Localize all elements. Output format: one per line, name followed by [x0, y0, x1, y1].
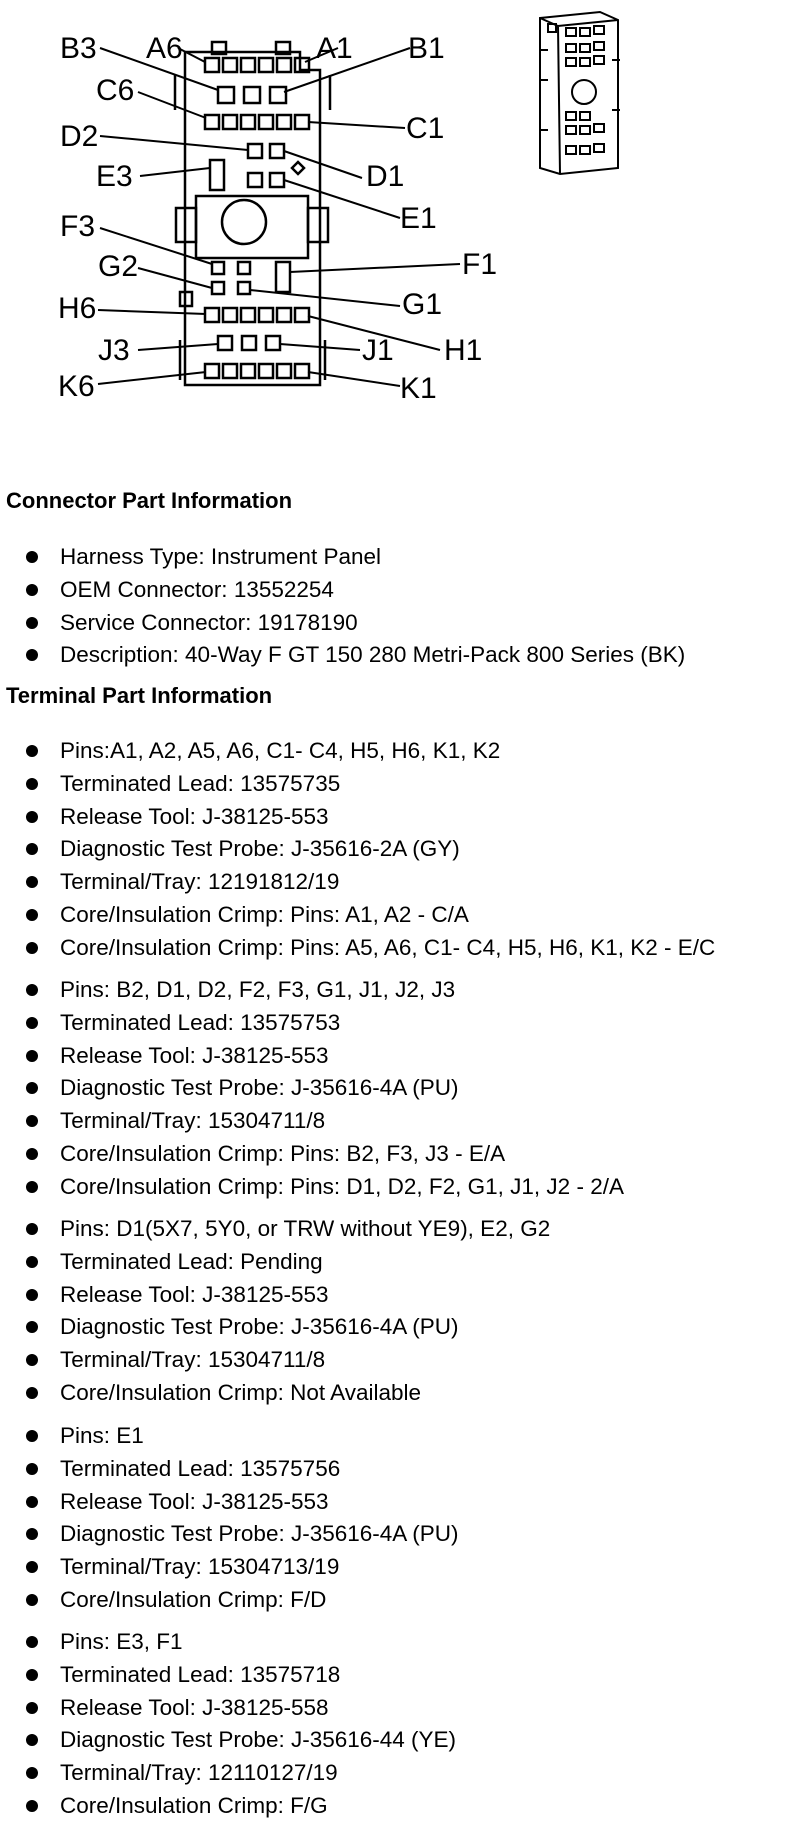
- bullet-icon: [26, 1561, 38, 1573]
- list-item: [24, 1105, 624, 1138]
- pin-label-e3: E3: [96, 160, 133, 193]
- bullet-icon: [26, 1289, 38, 1301]
- list-item-text: Core/Insulation Crimp: Pins: B2, F3, J3 - E/A: [60, 1140, 506, 1166]
- bullet-icon: [26, 551, 38, 563]
- list-item-text: Terminated Lead: 13575756: [60, 1455, 341, 1481]
- pin-label-a1: A1: [316, 32, 353, 65]
- connector-diagram: [0, 0, 800, 420]
- bullet-icon: [26, 1594, 38, 1606]
- bullet-icon: [26, 1702, 38, 1714]
- list-item-text: Core/Insulation Crimp: Pins: A5, A6, C1- C4, H5, H6, K1, K2 - E/C: [60, 934, 716, 960]
- list-item: [24, 1724, 456, 1757]
- list-item-text: Terminal/Tray: 15304711/8: [60, 1347, 326, 1373]
- bullet-icon: [26, 1387, 38, 1399]
- list-item: [24, 1790, 456, 1823]
- list-item-text: Pins: B2, D1, D2, F2, F3, G1, J1, J2, J3: [60, 977, 456, 1002]
- pin-label-f1: F1: [462, 248, 498, 281]
- bullet-icon: [26, 1050, 38, 1062]
- list-item: [24, 574, 685, 607]
- list-item-text: Diagnostic Test Probe: J-35616-4A (PU): [60, 1521, 459, 1547]
- list-item: [24, 1757, 456, 1790]
- connector-thumbnail: [540, 12, 620, 174]
- list-item-text: Diagnostic Test Probe: J-35616-2A (GY): [60, 836, 460, 862]
- list-item: [24, 1659, 456, 1692]
- bullet-icon: [26, 1256, 38, 1268]
- bullet-icon: [26, 1181, 38, 1193]
- bullet-icon: [26, 1636, 38, 1648]
- bullet-icon: [26, 811, 38, 823]
- list-item: [24, 1213, 550, 1246]
- list-item-text: Terminal/Tray: 12191812/19: [60, 869, 340, 895]
- pin-label-d1: D1: [366, 160, 405, 193]
- list-item-text: Harness Type: Instrument Panel: [60, 544, 381, 569]
- list-item-text: Terminated Lead: 13575718: [60, 1661, 341, 1687]
- bullet-icon: [26, 1528, 38, 1540]
- list-item-text: Release Tool: J-38125-553: [60, 1281, 329, 1307]
- list-item-text: Terminal/Tray: 15304713/19: [60, 1554, 340, 1580]
- list-item-text: Release Tool: J-38125-553: [60, 1488, 329, 1514]
- bullet-icon: [26, 1800, 38, 1812]
- list-item: [24, 1279, 550, 1312]
- list-item: [24, 639, 685, 672]
- pin-label-h1: H1: [444, 334, 483, 367]
- bullet-icon: [26, 617, 38, 629]
- list-item: [24, 1584, 459, 1617]
- pin-label-c6: C6: [96, 74, 135, 107]
- connector-info-list: [24, 541, 685, 672]
- pin-label-c1: C1: [406, 112, 445, 145]
- list-item-text: Core/Insulation Crimp: Pins: D1, D2, F2, G1, J1, J2 - 2/A: [60, 1173, 624, 1199]
- list-item: [24, 1072, 624, 1105]
- bullet-icon: [26, 1669, 38, 1681]
- pin-label-g2: G2: [98, 250, 139, 283]
- list-item: [24, 1692, 456, 1725]
- list-item: [24, 1138, 624, 1171]
- list-item-text: Terminated Lead: Pending: [60, 1248, 323, 1274]
- bullet-icon: [26, 584, 38, 596]
- pin-label-b3: B3: [60, 32, 97, 65]
- list-item: [24, 1551, 459, 1584]
- list-item-text: Service Connector: 19178190: [60, 609, 358, 635]
- list-item-text: Core/Insulation Crimp: Not Available: [60, 1379, 422, 1405]
- list-item-text: Release Tool: J-38125-553: [60, 1042, 329, 1068]
- bullet-icon: [26, 1017, 38, 1029]
- list-item: [24, 735, 715, 768]
- bullet-icon: [26, 1496, 38, 1508]
- pin-label-a6: A6: [146, 32, 183, 65]
- terminal-group-3: [24, 1213, 550, 1410]
- list-item-text: Diagnostic Test Probe: J-35616-4A (PU): [60, 1314, 459, 1340]
- list-item: [24, 1040, 624, 1073]
- terminal-group-2: [24, 974, 624, 1204]
- list-item: [24, 1246, 550, 1279]
- list-item-text: Pins: E1: [60, 1423, 144, 1448]
- bullet-icon: [26, 909, 38, 921]
- pin-label-h6: H6: [58, 292, 97, 325]
- list-item-text: Terminal/Tray: 12110127/19: [60, 1760, 338, 1786]
- list-item-text: Core/Insulation Crimp: F/G: [60, 1792, 328, 1818]
- bullet-icon: [26, 843, 38, 855]
- list-item: [24, 1626, 456, 1659]
- list-item-text: Terminated Lead: 13575735: [60, 770, 341, 796]
- list-item: [24, 1007, 624, 1040]
- pin-label-k1: K1: [400, 372, 437, 405]
- list-item: [24, 974, 624, 1007]
- list-item-text: Description: 40-Way F GT 150 280 Metri-Pack 800 Series (BK): [60, 642, 686, 668]
- list-item: [24, 541, 685, 574]
- list-item: [24, 1344, 550, 1377]
- list-item-text: Diagnostic Test Probe: J-35616-4A (PU): [60, 1075, 459, 1101]
- terminal-section-title: Terminal Part Information: [6, 683, 273, 708]
- bullet-icon: [26, 1148, 38, 1160]
- bullet-icon: [26, 745, 38, 757]
- list-item-text: Pins: E3, F1: [60, 1629, 183, 1654]
- list-item: [24, 1311, 550, 1344]
- list-item: [24, 768, 715, 801]
- list-item: [24, 1518, 459, 1551]
- connector-section-title: Connector Part Information: [6, 488, 293, 513]
- bullet-icon: [26, 1767, 38, 1779]
- bullet-icon: [26, 1082, 38, 1094]
- terminal-group-1: [24, 735, 715, 965]
- list-item: [24, 607, 685, 640]
- bullet-icon: [26, 1223, 38, 1235]
- bullet-icon: [26, 1430, 38, 1442]
- list-item: [24, 1420, 459, 1453]
- list-item: [24, 1377, 550, 1410]
- bullet-icon: [26, 649, 38, 661]
- bullet-icon: [26, 942, 38, 954]
- list-item-text: Core/Insulation Crimp: F/D: [60, 1586, 327, 1612]
- terminal-group-4: [24, 1420, 459, 1617]
- list-item: [24, 932, 715, 965]
- pin-label-g1: G1: [402, 288, 443, 321]
- list-item-text: Core/Insulation Crimp: Pins: A1, A2 - C/A: [60, 901, 469, 927]
- bullet-icon: [26, 1321, 38, 1333]
- list-item-text: Pins:A1, A2, A5, A6, C1- C4, H5, H6, K1, K2: [60, 738, 501, 763]
- list-item: [24, 1453, 459, 1486]
- list-item-text: Diagnostic Test Probe: J-35616-44 (YE): [60, 1727, 457, 1753]
- bullet-icon: [26, 778, 38, 790]
- list-item: [24, 1486, 459, 1519]
- connector-face: [175, 42, 330, 385]
- terminal-group-5: [24, 1626, 456, 1823]
- list-item-text: Release Tool: J-38125-553: [60, 803, 329, 829]
- list-item-text: Pins: D1(5X7, 5Y0, or TRW without YE9), E2, G2: [60, 1216, 551, 1241]
- bullet-icon: [26, 1734, 38, 1746]
- list-item-text: Release Tool: J-38125-558: [60, 1694, 329, 1720]
- bullet-icon: [26, 1463, 38, 1475]
- pin-label-k6: K6: [58, 370, 95, 403]
- bullet-icon: [26, 1354, 38, 1366]
- pin-label-b1: B1: [408, 32, 445, 65]
- bullet-icon: [26, 876, 38, 888]
- pin-label-j1: J1: [362, 334, 394, 367]
- list-item: [24, 833, 715, 866]
- list-item-text: Terminal/Tray: 15304711/8: [60, 1108, 326, 1134]
- list-item: [24, 866, 715, 899]
- list-item: [24, 1171, 624, 1204]
- list-item: [24, 899, 715, 932]
- pin-label-e1: E1: [400, 202, 437, 235]
- pin-label-j3: J3: [98, 334, 130, 367]
- pin-label-f3: F3: [60, 210, 96, 243]
- pin-label-d2: D2: [60, 120, 99, 153]
- bullet-icon: [26, 984, 38, 996]
- list-item-text: OEM Connector: 13552254: [60, 576, 334, 602]
- list-item-text: Terminated Lead: 13575753: [60, 1009, 341, 1035]
- bullet-icon: [26, 1115, 38, 1127]
- list-item: [24, 801, 715, 834]
